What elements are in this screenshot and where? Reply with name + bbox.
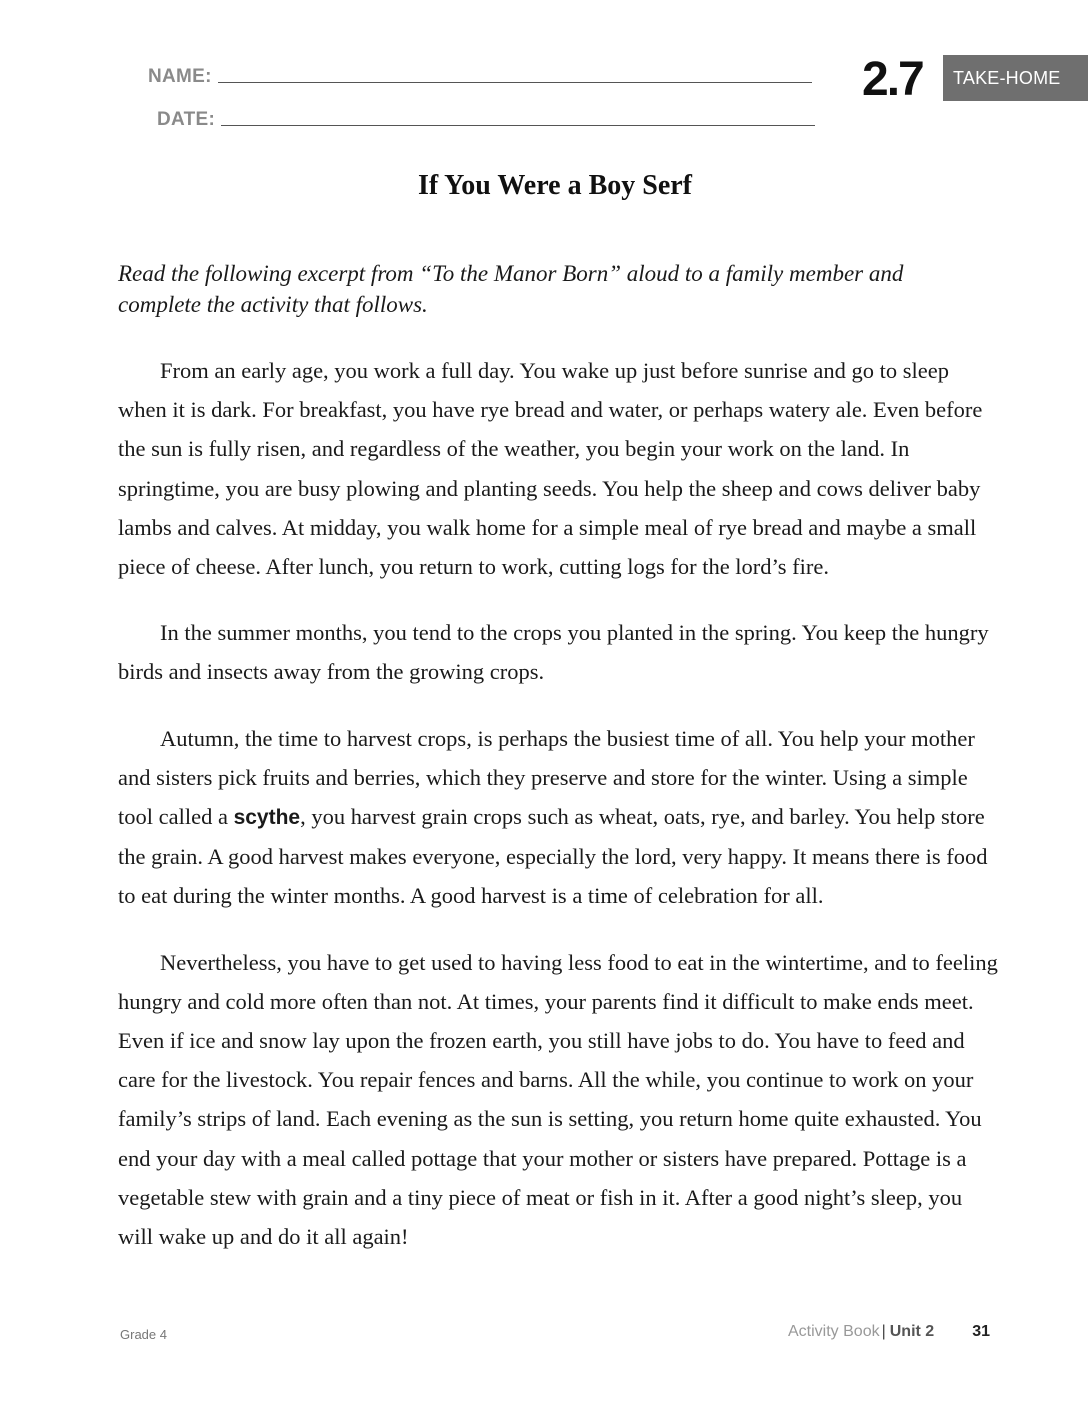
story-paragraph-4: Nevertheless, you have to get used to having less food to eat in the wintertime, and to feeling hungry and cold more often than not. At times, your parents find it difficult to make ends meet. Even if ice and snow lay upon the frozen earth, you still have jobs to do. You have to feed and care for the livestock. You repair fences and barns. All the while, you continue to work on your family’s strips of land. Each evening as the sun is setting, you return home quite exhausted. You end your day with a meal called pottage that your mother or sisters have prepared. Pottage is a vegetable stew with grain and a tiny piece of meat or fish in it. After a good night’s sleep, you will wake up and do it all again! — [118, 949, 998, 1250]
footer-book-info — [788, 1323, 990, 1341]
take-home-tag: TAKE-HOME — [943, 55, 1088, 101]
name-field[interactable] — [148, 66, 812, 88]
story-excerpt — [118, 351, 998, 1283]
vocabulary-word-scythe: scythe — [233, 806, 301, 830]
page-number: 31 — [972, 1323, 990, 1340]
footer-separator: | — [881, 1323, 886, 1340]
story-paragraph-3-end: , you harvest grain crops such as wheat, oats, rye, and barley. You help store the grain. A good harvest makes everyone, especially the lord, very happy. It means there is food to eat during the winter months. A good harvest is a time of celebration for all. — [118, 804, 988, 909]
date-write-line[interactable] — [221, 125, 815, 126]
name-write-line[interactable] — [218, 82, 812, 83]
footer-book-title: Activity Book — [788, 1323, 880, 1340]
story-paragraph-3-start: Autumn, the time to harvest crops, is perhaps the busiest time of all. You help your mother and sisters pick fruits and berries, which they preserve and store for the winter. Using a simple tool called a — [118, 725, 975, 830]
name-label: NAME: — [148, 66, 212, 87]
date-label: DATE: — [157, 109, 216, 130]
story-paragraph-1: From an early age, you work a full day. You wake up just before sunrise and go to sleep when it is dark. For breakfast, you have rye bread and water, or perhaps watery ale. Even before the sun is fully risen, and regardless of the weather, you begin your work on the land. In springtime, you are busy plowing and planting seeds. You help the sheep and cows deliver baby lambs and calves. At midday, you walk home for a simple meal of rye bread and maybe a small piece of cheese. After lunch, you return to work, cutting logs for the lord’s fire. — [118, 358, 983, 580]
footer-grade: Grade 4 — [120, 1327, 167, 1342]
instructions: Read the following excerpt from “To the Manor Born” aloud to a family member and complete the activity that follows. — [118, 261, 904, 317]
lesson-number: 2.7 — [862, 53, 923, 106]
story-paragraph-3 — [118, 719, 998, 916]
footer-unit: Unit 2 — [889, 1323, 935, 1340]
story-paragraph-2: In the summer months, you tend to the crops you planted in the spring. You keep the hungry birds and insects away from the growing crops. — [118, 620, 989, 685]
page-title: If You Were a Boy Serf — [417, 170, 693, 201]
date-field[interactable] — [157, 109, 815, 131]
